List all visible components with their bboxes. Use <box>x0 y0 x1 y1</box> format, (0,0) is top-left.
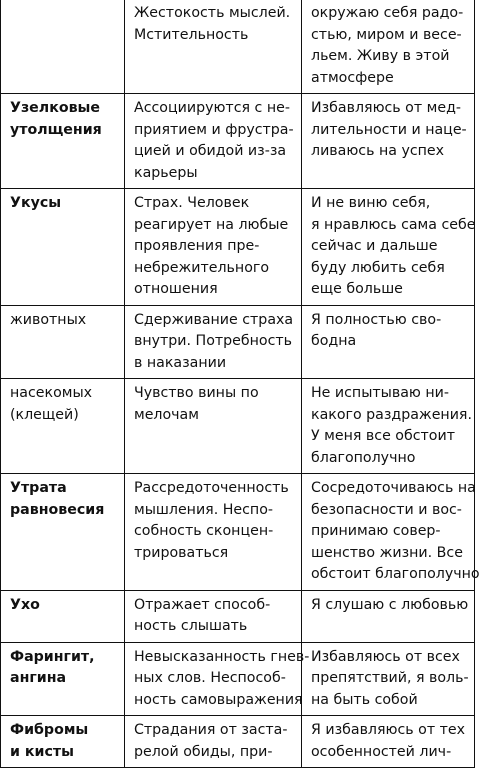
cell-line: какого раздражения. <box>311 406 472 423</box>
cell-line: приятием и фрустра- <box>134 121 294 138</box>
cell-line: Жестокость мыслей. <box>134 5 291 21</box>
condition-cell <box>1 379 125 474</box>
table-row <box>1 590 475 642</box>
cell-line: лительности и наце- <box>311 121 467 138</box>
cell-line: в наказании <box>134 354 227 371</box>
affirmation-cell <box>302 0 475 94</box>
cell-line: еще больше <box>311 281 403 297</box>
table-row <box>1 379 475 474</box>
cause-cell <box>125 590 302 642</box>
affirmation-cell <box>302 642 475 716</box>
table-row <box>1 716 475 768</box>
cell-line: обстоит благополучно <box>311 566 480 582</box>
cell-line: принимаю совер- <box>311 523 441 539</box>
cell-line: И не виню себя, <box>311 195 431 211</box>
cell-line: утолщения <box>10 121 102 138</box>
condition-cell <box>1 94 125 189</box>
cell-line: Избавляюсь от всех <box>311 648 460 665</box>
cell-line: мышления. Неспо- <box>134 501 274 518</box>
cell-line: ность слышать <box>134 618 248 634</box>
cell-line: реагирует на любые <box>134 216 289 233</box>
cell-line: бодна <box>311 333 357 349</box>
cell-line: Укусы <box>10 195 62 211</box>
cell-line: сейчас и дальше <box>311 238 438 254</box>
cell-line: Ухо <box>10 596 40 613</box>
table-row <box>1 189 475 306</box>
cell-line: равновесия <box>10 501 105 518</box>
table-row <box>1 305 475 379</box>
cell-line: внутри. Потребность <box>134 333 293 349</box>
cell-line: цией и обидой из-за <box>134 143 287 159</box>
cause-cell <box>125 642 310 716</box>
cell-line: Я слушаю с любовью <box>311 596 469 613</box>
cell-line: шенство жизни. Все <box>311 544 463 561</box>
table-row <box>1 0 475 94</box>
cell-line: ливаюсь на успех <box>311 143 445 159</box>
affirmation-cell <box>302 189 475 306</box>
table-body <box>1 0 480 768</box>
cell-line: Узелковые <box>10 100 101 116</box>
table-row <box>1 94 475 189</box>
cell-line: Избавляюсь от мед- <box>311 100 461 116</box>
affirmation-cell <box>302 94 475 189</box>
condition-cell <box>1 716 125 768</box>
cell-line: Фарингит, <box>10 648 95 665</box>
cell-line: животных <box>10 311 87 328</box>
affirmation-cell <box>302 305 475 379</box>
table-row <box>1 474 475 591</box>
cause-cell <box>125 474 302 591</box>
cell-line: Ассоциируются с не- <box>134 100 290 116</box>
cell-line: Я полностью сво- <box>311 311 442 328</box>
cell-line: буду любить себя <box>311 259 445 276</box>
cell-line: Рассредоточенность <box>134 480 289 496</box>
cause-cell <box>125 94 302 189</box>
cell-line: мелочам <box>134 406 199 423</box>
cell-line: релой обиды, при- <box>134 743 273 760</box>
cell-line: Страдания от заста- <box>134 722 288 738</box>
cell-line: и кисты <box>10 743 74 760</box>
cause-cell <box>125 0 302 94</box>
cell-line: на быть собой <box>311 691 418 708</box>
cell-line: Сдерживание страха <box>134 311 294 328</box>
affirmation-cell <box>302 379 475 474</box>
cell-line: насекомых <box>10 385 93 401</box>
cell-line: препятствий, я воль- <box>311 670 469 686</box>
cause-cell <box>125 189 302 306</box>
cause-cell <box>125 379 302 474</box>
cell-line: стью, миром и весе- <box>311 26 462 43</box>
cell-line: ность самовыражения <box>134 691 303 708</box>
cell-line: У меня все обстоит <box>311 428 455 444</box>
cell-line: атмосфере <box>311 69 394 86</box>
cell-line: льем. Живу в этой <box>311 48 450 64</box>
cell-line: трироваться <box>134 544 229 561</box>
cell-line: ных слов. Неспособ- <box>134 670 286 686</box>
condition-cell <box>1 642 125 716</box>
cause-cell <box>125 305 302 379</box>
cell-line: я нравлюсь сама себе <box>311 216 476 233</box>
cell-line: безопасности и вос- <box>311 501 462 518</box>
cell-line: Чувство вины по <box>134 385 259 401</box>
condition-cell <box>1 474 125 591</box>
affirmation-cell <box>302 474 480 591</box>
cell-line: карьеры <box>134 164 198 181</box>
cell-line: отношения <box>134 281 218 297</box>
condition-cell <box>1 0 125 94</box>
condition-cell <box>1 305 125 379</box>
affirmation-cell <box>302 716 475 768</box>
cell-line: собность сконцен- <box>134 523 274 539</box>
cell-line: небрежительного <box>134 259 270 276</box>
cell-line: благополучно <box>311 449 416 466</box>
affirmation-cell <box>302 590 475 642</box>
cell-line: Не испытываю ни- <box>311 385 449 401</box>
cell-line: Мстительность <box>134 26 249 43</box>
cell-line: Я избавляюсь от тех <box>311 722 465 738</box>
cell-line: Отражает способ- <box>134 596 271 613</box>
cell-line: Фибромы <box>10 722 89 738</box>
cell-line: Страх. Человек <box>134 195 250 211</box>
cell-line: особенностей лич- <box>311 743 452 760</box>
condition-cell <box>1 590 125 642</box>
cell-line: окружаю себя радо- <box>311 5 464 21</box>
cell-line: проявления пре- <box>134 238 260 254</box>
condition-cell <box>1 189 125 306</box>
cell-line: (клещей) <box>10 406 79 423</box>
cell-line: Утрата <box>10 480 67 496</box>
cell-line: Сосредоточиваюсь на <box>311 480 476 496</box>
cause-cell <box>125 716 302 768</box>
cell-line: Невысказанность гнев- <box>134 648 310 665</box>
cell-line: ангина <box>10 670 67 686</box>
table-row <box>1 642 475 716</box>
